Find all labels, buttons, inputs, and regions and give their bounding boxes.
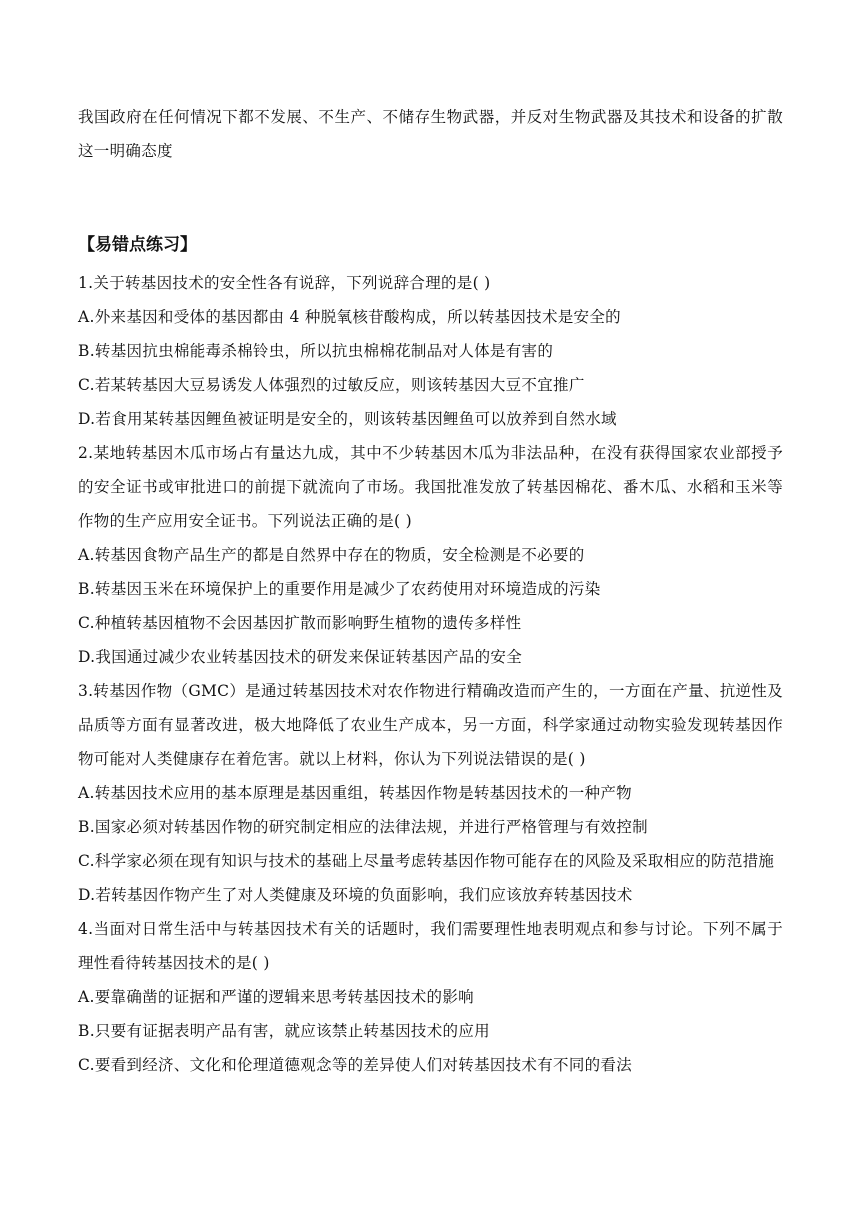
option-b: B.国家必须对转基因作物的研究制定相应的法律法规，并进行严格管理与有效控制: [78, 818, 648, 836]
option-c: C.种植转基因植物不会因基因扩散而影响野生植物的遗传多样性: [78, 614, 522, 632]
option-a: A.要靠确凿的证据和严谨的逻辑来思考转基因技术的影响: [78, 988, 474, 1006]
intro-paragraph: [78, 100, 783, 168]
option-c: C.科学家必须在现有知识与技术的基础上尽量考虑转基因作物可能存在的风险及采取相应的防范措施: [78, 852, 775, 870]
question-stem: 4.当面对日常生活中与转基因技术有关的话题时，我们需要理性地表明观点和参与讨论。下列不属于理性看待转基因技术的是( ): [78, 920, 783, 972]
question-4: [78, 912, 783, 1082]
option-c: C.若某转基因大豆易诱发人体强烈的过敏反应，则该转基因大豆不宜推广: [78, 376, 585, 394]
option-d: D.我国通过减少农业转基因技术的研发来保证转基因产品的安全: [78, 648, 523, 666]
option-b: B.转基因玉米在环境保护上的重要作用是减少了农药使用对环境造成的污染: [78, 580, 601, 598]
option-a: A.外来基因和受体的基因都由 4 种脱氧核苷酸构成，所以转基因技术是安全的: [78, 308, 621, 326]
question-stem: 3.转基因作物（GMC）是通过转基因技术对农作物进行精确改造而产生的，一方面在产量、抗逆性及品质等方面有显著改进，极大地降低了农业生产成本，另一方面，科学家通过动物实验发现转基因作物可能对人类健康存在着危害。就以上材料，你认为下列说法错误的是( ): [78, 682, 783, 768]
option-b: B.转基因抗虫棉能毒杀棉铃虫，所以抗虫棉棉花制品对人体是有害的: [78, 342, 554, 360]
question-3: [78, 674, 783, 912]
option-a: A.转基因技术应用的基本原理是基因重组，转基因作物是转基因技术的一种产物: [78, 784, 632, 802]
option-b: B.只要有证据表明产品有害，就应该禁止转基因技术的应用: [78, 1022, 490, 1040]
option-d: D.若转基因作物产生了对人类健康及环境的负面影响，我们应该放弃转基因技术: [78, 886, 633, 904]
question-list: [78, 266, 783, 1082]
question-stem: 2.某地转基因木瓜市场占有量达九成，其中不少转基因木瓜为非法品种，在没有获得国家农业部授予的安全证书或审批进口的前提下就流向了市场。我国批准发放了转基因棉花、番木瓜、水稻和玉米等作物的生产应用安全证书。下列说法正确的是( ): [78, 444, 783, 530]
section-title: 【易错点练习】: [78, 235, 197, 255]
question-1: [78, 266, 783, 436]
question-stem: 1.关于转基因技术的安全性各有说辞，下列说辞合理的是( ): [78, 274, 491, 292]
option-d: D.若食用某转基因鲤鱼被证明是安全的，则该转基因鲤鱼可以放养到自然水域: [78, 410, 617, 428]
question-2: [78, 436, 783, 674]
option-a: A.转基因食物产品生产的都是自然界中存在的物质，安全检测是不必要的: [78, 546, 585, 564]
option-c: C.要看到经济、文化和伦理道德观念等的差异使人们对转基因技术有不同的看法: [78, 1056, 633, 1074]
intro-text: 我国政府在任何情况下都不发展、不生产、不储存生物武器，并反对生物武器及其技术和设备的扩散这一明确态度: [78, 108, 783, 160]
